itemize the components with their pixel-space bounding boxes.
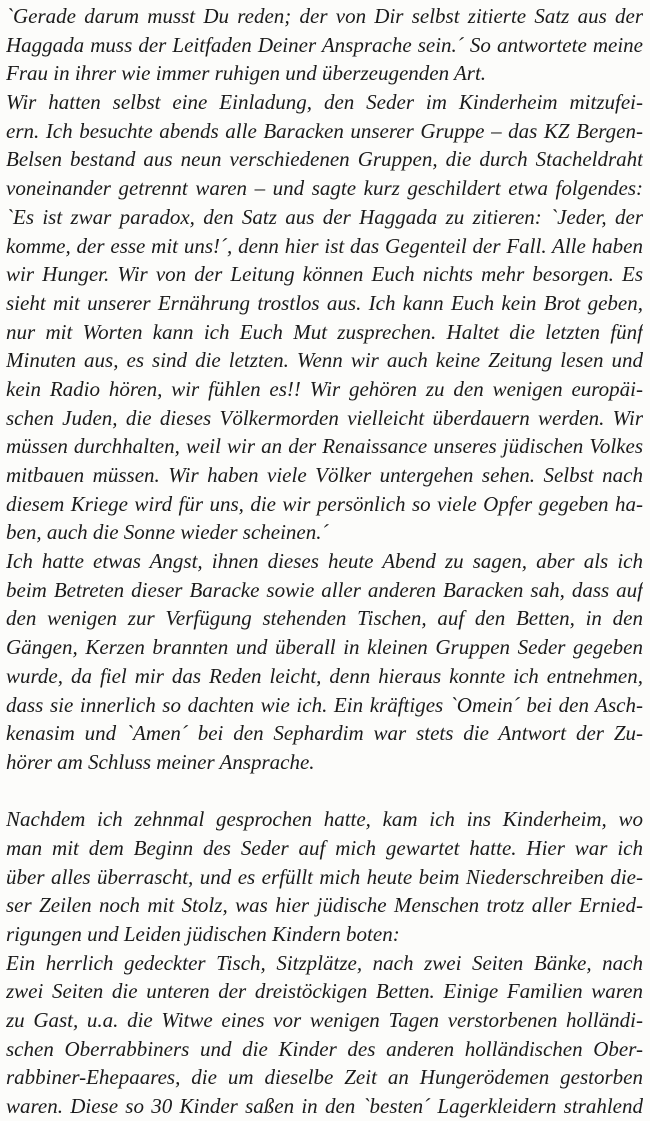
text-line-3: Frau in ihrer wie immer ruhigen und überzeugenden Art.	[6, 61, 487, 86]
text-line-37: schen Oberrabbiners und die Kinder des anderen holländischen Ober-	[6, 1036, 643, 1061]
text-line-29: Nachdem ich zehnmal gesprochen hatte, kam ich ins Kinderheim, wo	[6, 807, 643, 832]
text-line-32: ser Zeilen noch mit Stolz, was hier jüdische Menschen trotz aller Ernied-	[6, 893, 643, 918]
text-line-12: nur mit Worten kann ich Euch Mut zusprechen. Haltet die letzten fünf	[6, 319, 643, 344]
text-line-4: Wir hatten selbst eine Einladung, den Seder im Kinderheim mitzufei-	[6, 90, 643, 115]
text-line-8: `Es ist zwar paradox, den Satz aus der Haggada zu zitieren: `Jeder, der	[6, 204, 643, 229]
text-line-27: hörer am Schluss meiner Ansprache.	[6, 749, 315, 774]
text-line-1: `Gerade darum musst Du reden; der von Dir selbst zitierte Satz aus der	[6, 4, 643, 28]
text-line-19: ben, auch die Sonne wieder scheinen.´	[6, 520, 329, 545]
text-line-38: rabbiner-Ehepaares, die um dieselbe Zeit an Hungerödemen gestorben	[6, 1065, 643, 1090]
text-line-7: voneinander getrennt waren – und sagte kurz geschildert etwa folgendes:	[6, 176, 643, 201]
text-line-15: schen Juden, die dieses Völkermorden vielleicht überdauern werden. Wir	[6, 405, 643, 430]
text-line-36: zu Gast, u.a. die Witwe eines vor wenigen Tagen verstorbenen holländi-	[6, 1008, 643, 1033]
text-line-30: man mit dem Beginn des Seder auf mich gewartet hatte. Hier war ich	[6, 835, 643, 860]
text-line-26: kenasim und `Amen´ bei den Sephardim war stets die Antwort der Zu-	[6, 721, 643, 746]
paragraph-break	[6, 777, 643, 806]
text-line-9: komme, der esse mit uns!´, denn hier ist das Gegenteil der Fall. Alle haben	[6, 233, 643, 258]
text-line-33: rigungen und Leiden jüdischen Kindern boten:	[6, 922, 400, 946]
text-line-10: wir Hunger. Wir von der Leitung können Euch nichts mehr besorgen. Es	[6, 262, 643, 287]
text-line-2: Haggada muss der Leitfaden Deiner Ansprache sein.´ So antwortete meine	[6, 32, 643, 57]
text-line-14: kein Radio hören, wir fühlen es!! Wir gehören zu den wenigen europäi-	[6, 376, 643, 401]
text-line-6: Belsen bestand aus neun verschiedenen Gruppen, die durch Stacheldraht	[6, 147, 643, 172]
text-line-18: diesem Kriege wird für uns, die wir persönlich so viele Opfer gegeben ha-	[6, 491, 643, 516]
text-line-20: Ich hatte etwas Angst, ihnen dieses heute Abend zu sagen, aber als ich	[6, 549, 643, 574]
text-line-35: zwei Seiten die unteren der dreistöckigen Betten. Einige Familien waren	[6, 979, 643, 1004]
text-line-34: Ein herrlich gedeckter Tisch, Sitzplätze, nach zwei Seiten Bänke, nach	[6, 950, 643, 975]
text-line-16: müssen durchhalten, weil wir an der Renaissance unseres jüdischen Volkes	[6, 434, 643, 459]
text-line-11: sieht mit unserer Ernährung trostlos aus. Ich kann Euch kein Brot geben,	[6, 290, 643, 315]
text-line-5: ern. Ich besuchte abends alle Baracken unserer Gruppe – das KZ Bergen-	[6, 118, 643, 143]
text-line-31: über alles überrascht, und es erfüllt mich heute beim Niederschreiben die-	[6, 864, 643, 889]
text-line-17: mitbauen müssen. Wir haben viele Völker untergehen sehen. Selbst nach	[6, 463, 643, 487]
text-line-39: waren. Diese so 30 Kinder saßen in den `besten´ Lagerkleidern strahlend	[6, 1094, 643, 1119]
text-line-24: wurde, da fiel mir das Reden leicht, denn hieraus konnte ich entnehmen,	[6, 663, 643, 688]
text-line-21: beim Betreten dieser Baracke sowie aller anderen Baracken sah, dass auf	[6, 577, 643, 602]
text-line-22: den wenigen zur Verfügung stehenden Tischen, auf den Betten, in den	[6, 606, 643, 631]
text-line-23: Gängen, Kerzen brannten und überall in kleinen Gruppen Seder gegeben	[6, 635, 643, 660]
text-line-13: Minuten aus, es sind die letzten. Wenn wir auch keine Zeitung lesen und	[6, 348, 643, 373]
text-line-25: dass sie innerlich so dachten wie ich. Ein kräftiges `Omein´ bei den Asch-	[6, 692, 643, 717]
